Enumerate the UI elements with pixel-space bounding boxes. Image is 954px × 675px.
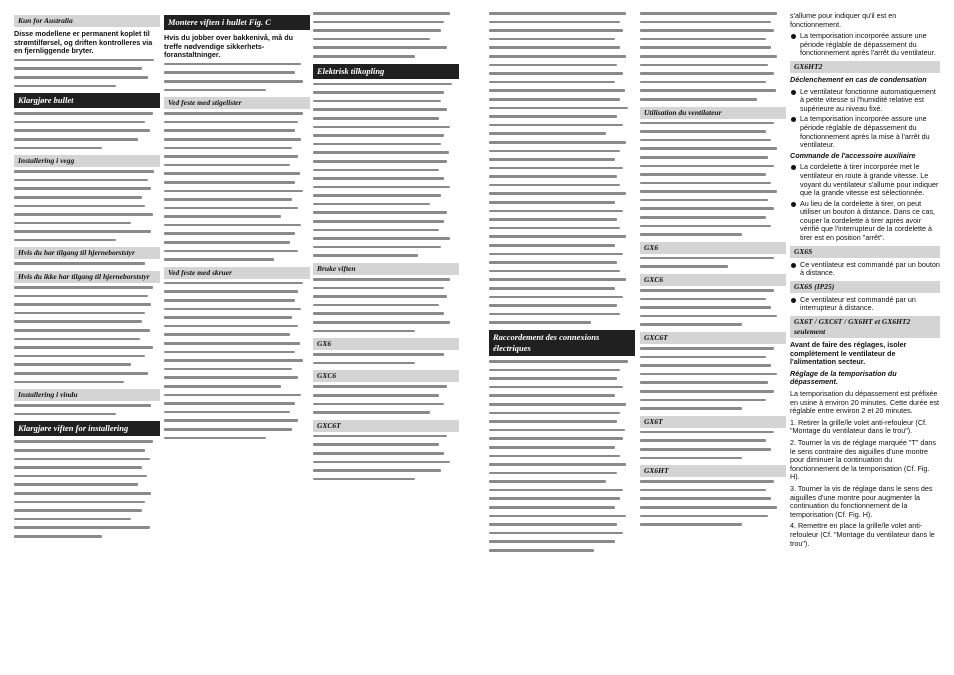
- list-item: Le ventilateur fonctionne automatiquement à petite vitesse si l'humidité relative est supérieure au niveau fixé.: [790, 88, 940, 114]
- subheading-gx6ht2: GX6HT2: [790, 61, 940, 73]
- text-block: [640, 347, 786, 410]
- text-block: [164, 282, 310, 439]
- text-block: [640, 257, 786, 268]
- bullet-list: [790, 88, 940, 150]
- subheading-gxc6t-fr: GXC6T: [640, 332, 786, 344]
- bullet-icon: [791, 298, 796, 303]
- text-block: [14, 170, 160, 241]
- bullet-icon: [791, 263, 796, 268]
- text-block: [640, 480, 786, 526]
- text-block: [14, 404, 160, 415]
- subheading-utilisation: Utilisation du ventilateur: [640, 107, 786, 119]
- bullet-icon: [791, 90, 796, 95]
- subheading-gx6-fr: GX6: [640, 242, 786, 254]
- list-item: La temporisation incorporée assure une période réglable de dépassement du fonctionnement après l'arrêt du ventilateur.: [790, 32, 940, 58]
- step-1: 1. Retirer la grille/le volet anti-refouleur (Cf. "Montage du ventilateur dans le trou").: [790, 417, 928, 436]
- section-heading-klargjore-hullet: Klargjøre bullet: [14, 93, 160, 108]
- column-3: [313, 12, 459, 664]
- section-heading-montere: Montere viften i hullet Fig. C: [164, 15, 310, 30]
- text-block: [14, 440, 160, 537]
- list-item: Au lieu de la cordelette à tirer, on peut utiliser un bouton à distance. Dans ce cas, couper la cordelette à tirer après avoir vérifié que l'interrupteur de la cordelette à tirer est en position "arrêt".: [790, 200, 940, 243]
- text-block: [14, 112, 160, 149]
- subheading-gxc6: GXC6: [313, 370, 459, 382]
- column-5: [640, 12, 786, 664]
- column-2: [164, 12, 310, 664]
- bullet-icon: [791, 34, 796, 39]
- bullet-list: [790, 261, 940, 278]
- decl-title: Déclenchement en cas de condensation: [790, 74, 927, 84]
- section-heading-klargjore-viften: Klargjøre viften for installering: [14, 421, 160, 436]
- text-block: [14, 262, 160, 265]
- avant-warning: Avant de faire des réglages, isoler complètement le ventilateur de l'alimentation secteur.: [790, 340, 907, 367]
- subheading-skruer: Ved feste med skruer: [164, 267, 310, 279]
- bullet-list: [790, 32, 940, 58]
- text-block: [313, 435, 459, 481]
- subheading-installering-vindu: Installering i vindu: [14, 389, 160, 401]
- subheading-tilgang: Hvis du har tilgang til hjerneborststyr: [14, 247, 160, 259]
- step-4: 4. Remettre en place la grille/le volet anti-refouleur (Cf. "Montage du ventilateur dans le trou").: [790, 521, 935, 548]
- subheading-gx6t-fr: GX6T: [640, 416, 786, 428]
- bullet-list: [790, 296, 940, 313]
- text-block: [640, 431, 786, 459]
- text-block: [489, 12, 635, 324]
- bullet-icon: [791, 202, 796, 207]
- australia-note: Disse modellene er permanent koplet til strømtilførsel, og driften kontrolleres via en fjernliggende bryter.: [14, 29, 153, 56]
- section-heading-australia: Kun for Australia: [14, 15, 160, 27]
- column-4: [489, 12, 635, 664]
- subheading-ikke-tilgang: Hvis du ikke har tilgang til hjerneborststyr: [14, 271, 160, 283]
- text-block: [640, 122, 786, 236]
- column-1: [14, 12, 160, 664]
- text-block: [14, 59, 160, 87]
- subheading-gx6s-ip25: GX6S (IP25): [790, 281, 940, 293]
- bullet-list: [790, 163, 940, 242]
- subheading-gxc6-fr: GXC6: [640, 274, 786, 286]
- list-item: La temporisation incorporée assure une période réglable de dépassement du fonctionnement après la mise à l'arrêt du ventilateur.: [790, 115, 940, 149]
- montere-warning: Hvis du jobber over bakkenivå, må du treffe nødvendige sikkerhets-foranstaltninger.: [164, 33, 294, 60]
- text-block: [640, 12, 786, 101]
- bullet-icon: [791, 165, 796, 170]
- subheading-models: GX6T / GXC6T / GX6HT et GX6HT2 seulement: [790, 316, 940, 338]
- subheading-gxc6t: GXC6T: [313, 420, 459, 432]
- text-block: [14, 286, 160, 383]
- bullet-icon: [791, 117, 796, 122]
- text-block: [313, 12, 459, 58]
- text-block: [313, 385, 459, 413]
- text-block: [164, 112, 310, 261]
- column-6: [790, 12, 940, 664]
- subheading-installering-vegg: Installering i vegg: [14, 155, 160, 167]
- section-heading-elektrisk: Elektrisk tilkopling: [313, 64, 459, 79]
- list-item: La cordelette à tirer incorporée met le ventilateur en route à grande vitesse. Le voyant du ventilateur s'allume pour indiquer que la grande vitesse est sélectionnée.: [790, 163, 940, 197]
- subheading-gx6ht-fr: GX6HT: [640, 465, 786, 477]
- text-block: [313, 278, 459, 332]
- cmd-title: Commande de l'accessoire auxiliaire: [790, 150, 916, 160]
- text-block: [640, 289, 786, 326]
- subheading-bruke-viften: Bruke viften: [313, 263, 459, 275]
- reglage-title: Réglage de la temporisation du dépassement.: [790, 368, 897, 387]
- text-block: [164, 63, 310, 91]
- step-2: 2. Tourner la vis de réglage marquée "T" dans le sens contraire des aiguilles d'une montre pour diminuer la continuation du fonctionnement de la temporisation (Cf. Fig. H).: [790, 437, 937, 482]
- subheading-gx6: GX6: [313, 338, 459, 350]
- voyant-text: s'allume pour indiquer qu'il est en fonctionnement.: [790, 12, 897, 29]
- subheading-stigelister: Ved feste med stigelister: [164, 97, 310, 109]
- list-item: Ce ventilateur est commandé par un interrupteur à distance.: [790, 296, 940, 313]
- list-item: Ce ventilateur est commandé par un bouton à distance.: [790, 261, 940, 278]
- text-block: [313, 83, 459, 257]
- reglage-text: La temporisation du dépassement est préfixée en usine à environ 20 minutes. Cette durée est réglable entre environ 2 et 20 minutes.: [790, 389, 940, 416]
- section-heading-raccordement: Raccordement des connexions électriques: [489, 330, 635, 356]
- step-3: 3. Tourner la vis de réglage dans le sens des aiguilles d'une montre pour augmenter la continuation du fonctionnement de la temporisation (Cf. Fig. H).: [790, 483, 933, 519]
- text-block: [313, 353, 459, 364]
- text-block: [489, 360, 635, 552]
- subheading-gx6s: GX6S: [790, 246, 940, 258]
